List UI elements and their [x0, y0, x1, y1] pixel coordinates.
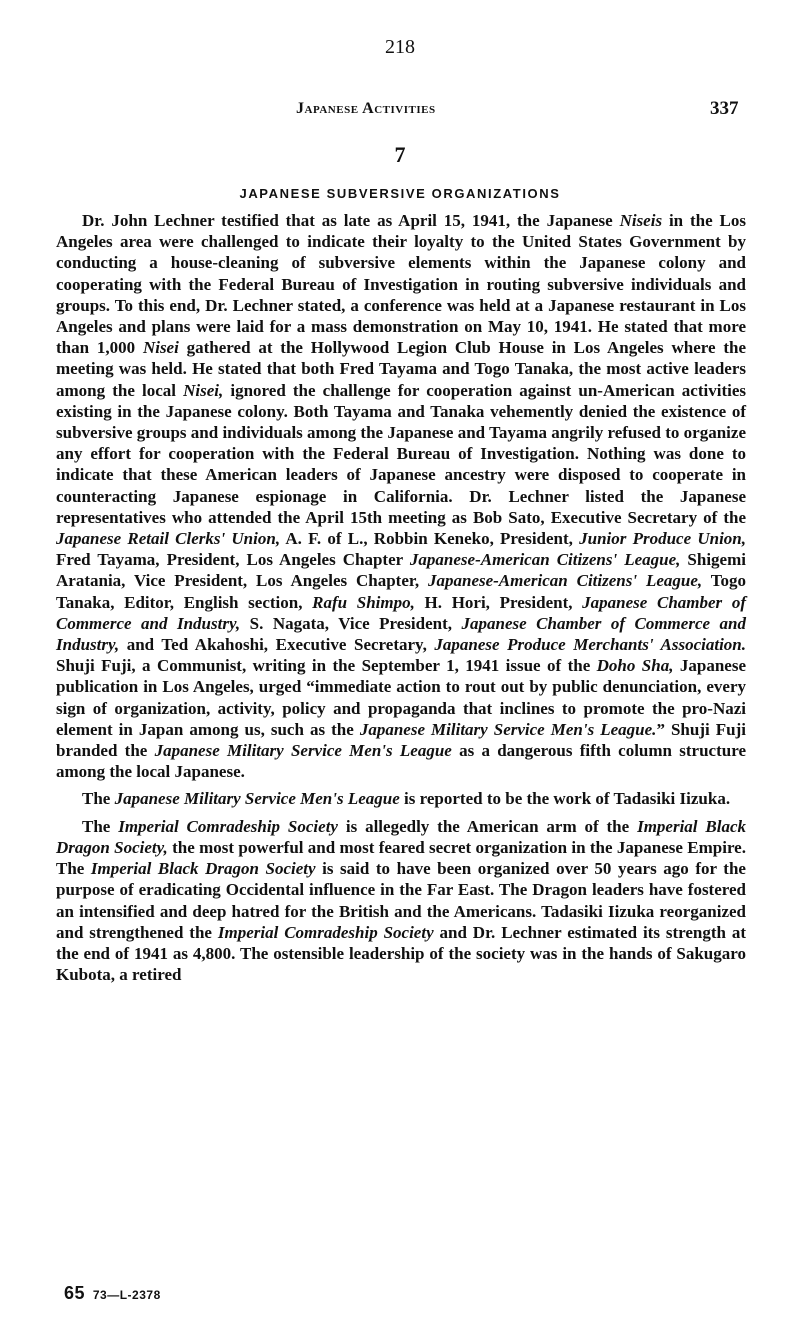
italic-run: Rafu Shimpo, [312, 592, 415, 612]
text-run: H. Hori, President, [414, 592, 583, 612]
italic-run: Japanese Chamber of Commerce and Industry, [56, 592, 746, 633]
running-head: Japanese Activities [296, 100, 436, 117]
text-run: as a dangerous fifth column structure among the local Japanese. [56, 741, 746, 782]
italic-run: Niseis [619, 211, 663, 230]
footer-code: 73—L-2378 [92, 1288, 161, 1302]
paragraph [56, 816, 746, 986]
italic-run: Japanese Military Service Men's League [114, 789, 400, 809]
text-run: gathered at the Hollywood Legion Club House in Los Angeles where the meeting was held. He stated that both Fred Tayama and Togo Tanaka, the most active leaders among the local [56, 338, 746, 400]
footer-mark: 65 [64, 1283, 86, 1303]
italic-run: Japanese-American Citizens' League, [427, 571, 703, 591]
italic-run: Imperial Black Dragon Society [90, 859, 316, 879]
text-run: and Ted Akahoshi, Executive Secretary, [119, 635, 435, 655]
italic-run: Imperial Comradeship Society [118, 816, 338, 836]
text-run: Japanese publication in Los Angeles, urged “immediate action to rout out by public denunciation, every sign of organization, activity, policy and propaganda that inclines to promote the pro-Nazi element in Japan among us, such as the [56, 656, 746, 739]
italic-run: Imperial Black Dragon Society, [56, 816, 747, 857]
paragraph [56, 788, 746, 809]
text-run: Fred Tayama, President, Los Angeles Chapter [56, 550, 410, 570]
italic-run: Japanese Retail Clerks' Union, [56, 529, 281, 549]
text-run: and Dr. Lechner estimated its strength at the end of 1941 as 4,800. The ostensible leadership of the society was in the hands of Sakugaro Kubota, a retired [56, 922, 747, 985]
italic-run: Japanese Military Service Men's League [154, 741, 452, 761]
section-title: JAPANESE SUBVERSIVE ORGANIZATIONS [239, 186, 561, 201]
text-run: Shigemi Aratania, Vice President, Los Angeles Chapter, [56, 550, 746, 591]
folio-number: 337 [710, 98, 739, 119]
text-run: S. Nagata, Vice President, [240, 613, 462, 633]
paragraph [56, 210, 746, 782]
italic-run: Japanese Produce Merchants' Association. [434, 635, 746, 655]
text-run: ignored the challenge for cooperation against un-American activities existing in the Japanese colony. Both Tayama and Tanaka vehemently denied the existence of subversive groups and individuals among the Japanese and Tayama angrily refused to organize any effort for cooperation with the Federal Bureau of Investigation. Nothing was done to indicate that these American leaders of Japanese ancestry were disposed to cooperate in counteracting Japanese espionage in California. Dr. Lechner listed the Japanese representatives who attended the April 15th meeting as Bob Sato, Executive Secretary of the [56, 380, 746, 527]
italic-run: Doho Sha, [596, 656, 674, 676]
italic-run: Nisei, [183, 380, 224, 400]
italic-run: Japanese-American Citizens' League, [409, 550, 681, 570]
section-number: 7 [394, 142, 406, 167]
text-run: is said to have been organized over 50 years ago for the purpose of eradicating Occidental influence in the Far East. The Dragon leaders have fostered an intensified and deep hatred for the British and the Americans. Tadasiki Iizuka reorganized and strengthened the [56, 859, 746, 942]
text-run: Dr. John Lechner testified that as late as April 15, 1941, the Japanese [82, 211, 620, 230]
text-run: the most powerful and most feared secret organization in the Japanese Empire. The [56, 837, 746, 879]
text-run: ” Shuji Fuji branded the [56, 719, 746, 761]
italic-run: Nisei [142, 338, 179, 358]
italic-run: Junior Produce Union, [579, 529, 747, 549]
text-run: The [82, 816, 119, 836]
page-number: 218 [385, 36, 415, 58]
text-run: A. F. of L., Robbin Keneko, President, [280, 529, 580, 549]
text-run: is reported to be the work of Tadasiki Iizuka. [399, 789, 731, 809]
italic-run: Japanese Military Service Men's League. [359, 719, 657, 739]
footer-printer-code [64, 1283, 161, 1304]
text-run: Togo Tanaka, Editor, English section, [56, 571, 746, 612]
text-run: in the Los Angeles area were challenged to indicate their loyalty to the United States Government by conducting a house-cleaning of subversive elements within the Japanese colony and cooperating with the Federal Bureau of Investigation in routing subversive individuals and groups. To this end, Dr. Lechner stated, a conference was held at a Japanese restaurant in Los Angeles and plans were laid for a mass demonstration on May 10, 1941. He stated that more than 1,000 [56, 211, 746, 358]
text-run: is allegedly the American arm of the [337, 816, 638, 836]
body-text [56, 210, 746, 985]
text-run: The [82, 789, 115, 809]
text-run: Shuji Fuji, a Communist, writing in the September 1, 1941 issue of the [56, 656, 597, 676]
italic-run: Japanese Chamber of Commerce and Industry, [56, 613, 746, 655]
italic-run: Imperial Comradeship Society [217, 922, 434, 942]
